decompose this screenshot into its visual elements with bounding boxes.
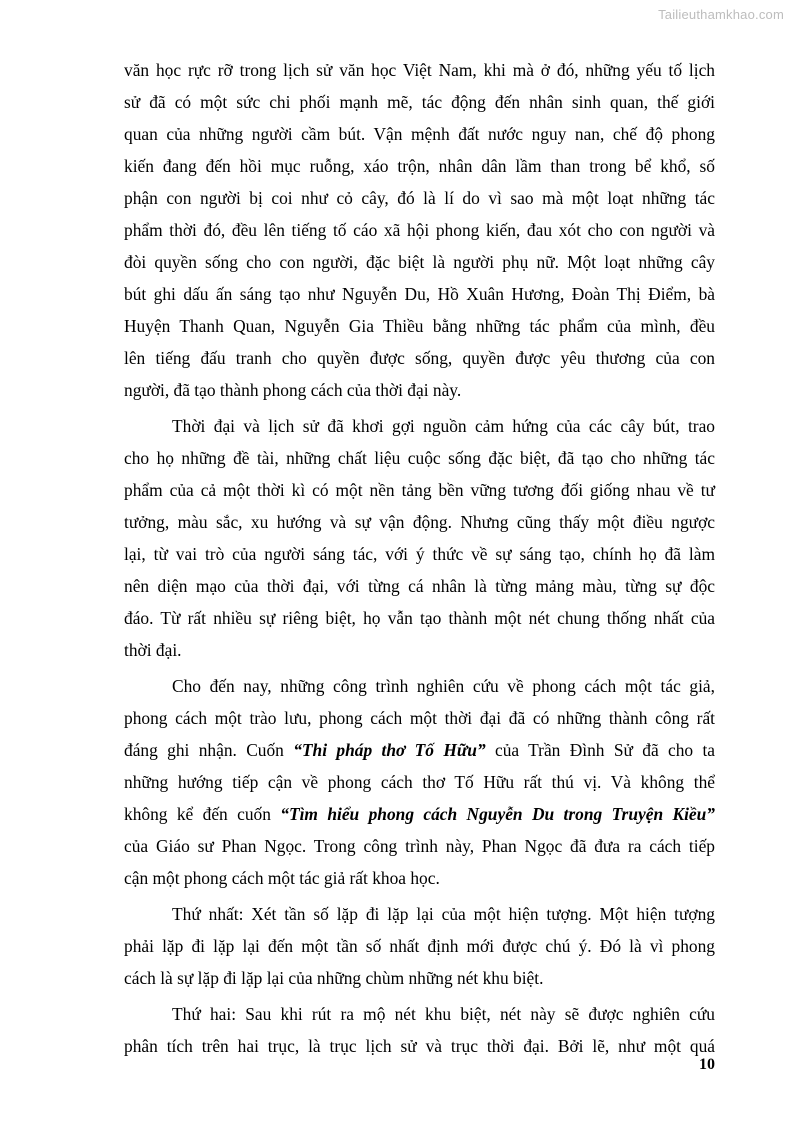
paragraph-3 (124, 670, 715, 894)
text-line: lên tiếng đấu tranh cho quyền được sống, quyền được yêu thương của con (124, 348, 715, 368)
text-line: phẩm thời đó, đều lên tiếng tố cáo xã hội phong kiến, đau xót cho con người và (124, 220, 715, 240)
book-title: “Tìm hiểu phong cách Nguyễn Du trong Truyện Kiều” (280, 804, 715, 824)
text-line: phong cách một trào lưu, phong cách một thời đại đã có những thành công rất (124, 708, 715, 728)
text-line: những hướng tiếp cận về phong cách thơ Tố Hữu rất thú vị. Và không thể (124, 772, 715, 792)
paragraph-1 (124, 54, 715, 406)
text-line: đòi quyền sống cho con người, đặc biệt là người phụ nữ. Một loạt những cây (124, 252, 715, 272)
text-line (124, 734, 715, 766)
text-line: đáo. Từ rất nhiều sự riêng biệt, họ vẫn tạo thành một nét chung thống nhất của (124, 608, 715, 628)
text-line: người, đã tạo thành phong cách của thời đại này. (124, 380, 462, 400)
text-line: Thứ nhất: Xét tần số lặp đi lặp lại của một hiện tượng. Một hiện tượng (172, 904, 715, 924)
text-line: Cho đến nay, những công trình nghiên cứu về phong cách một tác giả, (172, 676, 715, 696)
text-segment: đáng ghi nhận. Cuốn (124, 740, 294, 760)
text-line: phận con người bị coi như cỏ cây, đó là lí do vì sao mà một loạt những tác (124, 188, 715, 208)
text-line: thời đại. (124, 640, 182, 660)
text-line: Thời đại và lịch sử đã khơi gợi nguồn cảm hứng của các cây bút, trao (172, 416, 715, 436)
text-line: sử đã có một sức chi phối mạnh mẽ, tác động đến nhân sinh quan, thế giới (124, 92, 715, 112)
book-title: “Thi pháp thơ Tố Hữu” (293, 740, 486, 760)
text-line: Thứ hai: Sau khi rút ra mộ nét khu biệt, nét này sẽ được nghiên cứu (172, 1004, 715, 1024)
text-line: quan của những người cầm bút. Vận mệnh đất nước nguy nan, chế độ phong (124, 124, 715, 144)
text-line: phân tích trên hai trục, là trục lịch sử và trục thời đại. Bởi lẽ, như một quá (124, 1036, 715, 1056)
paragraph-4 (124, 898, 715, 994)
text-line: Huyện Thanh Quan, Nguyễn Gia Thiều bằng những tác phẩm của mình, đều (124, 316, 715, 336)
text-line: kiến đang đến hồi mục ruỗng, xáo trộn, nhân dân lầm than trong bể khổ, số (124, 156, 715, 176)
text-segment: của Trần Đình Sử đã cho ta (485, 740, 716, 760)
page-number: 10 (699, 1056, 715, 1073)
text-line: của Giáo sư Phan Ngọc. Trong công trình này, Phan Ngọc đã đưa ra cách tiếp (124, 836, 715, 856)
text-line: phải lặp đi lặp lại đến một tần số nhất định mới được chú ý. Đó là vì phong (124, 936, 715, 956)
text-line: cận một phong cách một tác giả rất khoa học. (124, 868, 440, 888)
document-body (124, 54, 715, 1062)
watermark: Tailieuthamkhao.com (658, 7, 784, 22)
text-segment: không kể đến cuốn (124, 804, 281, 824)
text-line: cho họ những đề tài, những chất liệu cuộc sống đặc biệt, đã tạo cho những tác (124, 448, 715, 468)
text-line: nên diện mạo của thời đại, với từng cá nhân là từng mảng màu, từng sự độc (124, 576, 715, 596)
text-line: văn học rực rỡ trong lịch sử văn học Việt Nam, khi mà ở đó, những yếu tố lịch (124, 60, 715, 80)
text-line: phẩm của cả một thời kì có một nền tảng bền vững tương đối giống nhau về tư (124, 480, 715, 500)
text-line: lại, từ vai trò của người sáng tác, với ý thức về sự sáng tạo, chính họ đã làm (124, 544, 715, 564)
text-line: bút ghi dấu ấn sáng tạo như Nguyễn Du, Hồ Xuân Hương, Đoàn Thị Điểm, bà (124, 284, 715, 304)
text-line (124, 798, 715, 830)
text-line: tưởng, màu sắc, xu hướng và sự vận động. Nhưng cũng thấy một điều ngược (124, 512, 715, 532)
paragraph-2 (124, 410, 715, 666)
paragraph-5 (124, 998, 715, 1062)
text-line: cách là sự lặp đi lặp lại của những chùm những nét khu biệt. (124, 968, 544, 988)
